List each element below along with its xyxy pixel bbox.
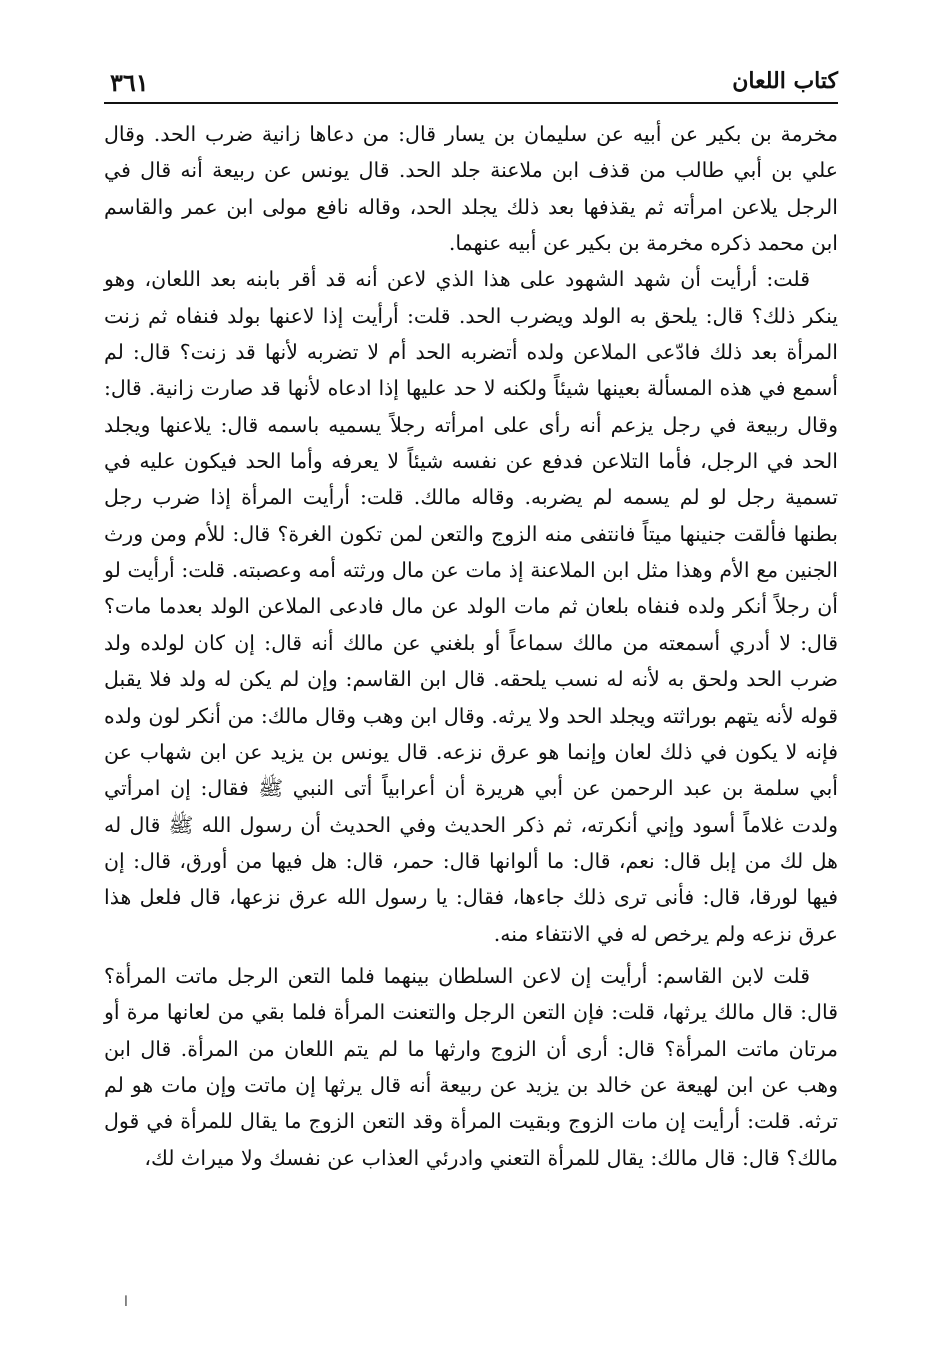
header-rule <box>104 102 838 104</box>
page-header <box>104 62 838 102</box>
paragraph: قلت لابن القاسم: أرأيت إن لاعن السلطان بينهما فلما التعن الرجل ماتت المرأة؟ قال: قال مالك يرثها، قلت: فإن التعن الرجل والتعنت المرأة فلما بقي من لعانها مرة أو مرتان ماتت المرأة؟ قال: أرى أن الزوج وارثها ما لم يتم اللعان من المرأة. قال ابن وهب عن ابن لهيعة عن خالد بن يزيد عن ربيعة أنه قال يرثها إن ماتت وإن مات هو لم ترثه. قلت: أرأيت إن مات الزوج وبقيت المرأة وقد التعن الزوج ما يقال للمرأة في قول مالك؟ قال: قال مالك: يقال للمرأة التعني وادرئي العذاب عن نفسك ولا ميراث لك، <box>104 963 838 1170</box>
paragraph: مخرمة بن بكير عن أبيه عن سليمان بن يسار قال: من دعاها زانية ضرب الحد. وقال علي بن أبي طالب من قذف ابن ملاعنة جلد الحد. قال يونس عن ربيعة أنه قال في الرجل يلاعن امرأته ثم يقذفها بعد ذلك يجلد الحد، وقاله نافع مولى ابن عمر والقاسم ابن محمد ذكره مخرمة بن بكير عن أبيه عنهما. <box>104 122 838 256</box>
body-text <box>104 116 838 1176</box>
chapter-title: كتاب اللعان <box>732 68 838 94</box>
paragraph: قلت: أرأيت أن شهد الشهود على هذا الذي لاعن أنه قد أقر بابنه بعد اللعان، وهو ينكر ذلك؟ قال: يلحق به الولد ويضرب الحد. قلت: أرأيت إذا لاعنها بولد فنفاه ثم زنت المرأة بعد ذلك فادّعى الملاعن ولده أتضربه الحد أم لا تضربه لأنها قد زنت؟ قال: لم أسمع في هذه المسألة بعينها شيئاً ولكنه لا حد عليها إذا ادعاه لأنها قد صارت زانية. قال: وقال ربيعة في رجل يزعم أنه رأى على امرأته رجلاً يسميه باسمه قال: يلاعنها ويجلد الحد في الرجل، فأما التلاعن فدفع عن نفسه شيئاً لا يعرفه وأما الحد فيكون عليه في تسمية رجل لو لم يسمه لم يضربه. وقاله مالك. قلت: أرأيت المرأة إذا ضرب رجل بطنها فألقت جنينها ميتاً فانتفى منه الزوج والتعن لمن تكون الغرة؟ قال: للأم ومن ورث الجنين مع الأم وهذا مثل ابن الملاعنة إذ مات عن مال ورثته أمه وعصبته. قلت: أرأيت لو أن رجلاً أنكر ولده فنفاه بلعان ثم مات الولد عن مال فادعى الملاعن الولد بعدما مات؟ قال: لا أدري أسمعته من مالك سماعاً أو بلغني عن مالك أنه قال: إن كان لولده ولد ضرب الحد ولحق به لأنه له نسب يلحقه. قال ابن القاسم: وإن لم يكن له ولد فلا يقبل قوله لأنه يتهم بوراثته ويجلد الحد ولا يرثه. وقال ابن وهب وقال مالك: من أنكر لون ولده فإنه لا يكون في ذلك لعان وإنما هو عرق نزعه. قال يونس بن يزيد عن ابن شهاب عن أبي سلمة بن عبد الرحمن عن أبي هريرة أن أعرابياً أتى النبي ﷺ فقال: إن امرأتي ولدت غلاماً أسود وإني أنكرته، ثم ذكر الحديث وفي الحديث أن رسول الله ﷺ قال له هل لك من إبل قال: نعم، قال: ما ألوانها قال: حمر، قال: هل فيها من أورق، قال: إن فيها لورقا، قال: فأنى ترى ذلك جاءها، فقال: يا رسول الله عرق نزعها، قال فلعل هذا عرق نزعه ولم يرخص له في الانتفاء منه. <box>104 267 838 946</box>
page-number: ٣٦١ <box>110 68 149 97</box>
footer-mark: ا <box>124 1294 128 1310</box>
